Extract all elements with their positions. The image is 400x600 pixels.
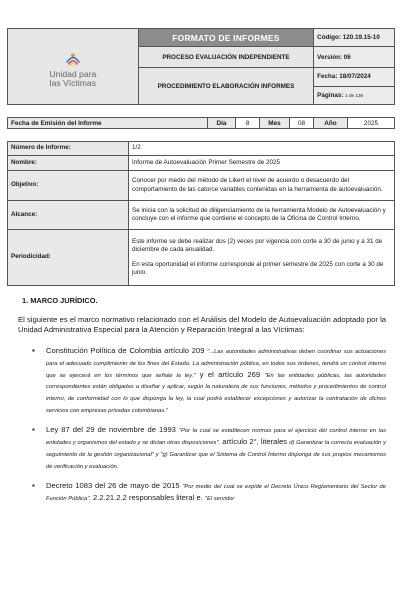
day-value: 8 [236, 118, 260, 129]
bullet-1-quote-a: "...Las autoridades administrativas deben coordinar sus actuaciones para el adecuado cumplimiento de los fines del Estado. La administración pública, en todos sus órdenes, tendrá un control interno que se ejercerá en los términos que señale la ley." [46, 349, 386, 379]
periodicity-value [129, 230, 395, 286]
bullet-3-quote-a: "Por medio del cual se expide el Decreto Único Reglamentario del Sector de Función Pública". [46, 484, 386, 502]
bullet-1-text-b: y el artículo 269 [195, 369, 265, 379]
bullet-2-quote-b: d) Garantizar la correcta evaluación y seguimiento de la gestión organizacional" y "g) Garantizar que el Sistema de Control Interno disponga de sus propios mecanismos de verificación y evaluación. [46, 440, 386, 470]
list-item [32, 346, 386, 416]
scope-value: Se inicia con la solicitud de diligenciamiento de la herramienta Modelo de Autoevaluación y concluye con el informe que contiene el concepto de la Oficina de Control Interno. [129, 201, 395, 230]
bullet-2-quote-a: "Por la cual se establecen normas para el ejercicio del control interno en las entidades y organismos del estado y se dictan otras disposiciones", [46, 428, 387, 447]
org-name: Unidad para las Víctimas [49, 68, 97, 88]
bullet-2-text-a: Ley 87 del 29 de noviembre de 1993 [46, 425, 179, 435]
periodicity-text-1: Este informe se debe realizar dos (2) veces por vigencia con corte a 30 de junio y a 31 de diciembre de cada anualidad. [132, 237, 383, 254]
pages-label: Páginas: [317, 91, 344, 99]
legal-framework-list [32, 346, 386, 504]
bullet-1-quote-b: "En las entidades públicas, las autoridades correspondientes están obligadas a diseñar y aplicar, según la naturaleza de sus funciones, métodos y procedimientos de control interno, de conformidad con lo que disponga la ley, la cual podrá establecer excepciones y autorizar la contratación de dichos servicios con empresas privadas colombianas." [46, 372, 386, 414]
periodicity-text-2: En esta oportunidad el informe corresponde al primer semestre de 2025 con corte a 30 de junio. [132, 260, 384, 276]
bullet-3-text-b: 2.2.21.2.2 responsables literal e. [90, 492, 205, 502]
page-count [314, 86, 395, 105]
bullet-3-text-a: Decreto 1083 del 26 de mayo de 2015 [46, 481, 183, 491]
issue-date-row [7, 117, 395, 129]
list-item [32, 481, 386, 504]
doc-date: Fecha: 18/07/2024 [314, 68, 395, 87]
year-value: 2025 [348, 118, 395, 129]
unidad-victimas-logo-icon [64, 50, 82, 68]
doc-code: Código: 120.19.15-10 [314, 29, 395, 47]
list-item [32, 425, 386, 472]
issue-date-label: Fecha de Emisión del Informe [8, 118, 208, 129]
section-title: 1. MARCO JURÍDICO. [22, 296, 98, 305]
bullet-3-quote-b: "El servidor [204, 495, 235, 502]
report-info-table [7, 141, 395, 286]
pages-value: 1 de 136 [345, 92, 364, 98]
report-number-value: 1/2 [129, 142, 395, 156]
scope-label: Alcance: [8, 201, 129, 230]
document-header [7, 28, 395, 105]
document-body [18, 296, 386, 514]
process-name: PROCESO EVALUACIÓN INDEPENDIENTE [138, 47, 313, 68]
month-value: 08 [290, 118, 314, 129]
report-name-value: Informe de Autoevaluación Primer Semestre de 2025 [129, 156, 395, 171]
doc-version: Versión: 06 [314, 47, 395, 68]
format-title: FORMATO DE INFORMES [138, 29, 313, 47]
procedure-name: PROCEDIMIENTO ELABORACIÓN INFORMES [138, 68, 313, 105]
report-number-label: Número de Informe: [8, 142, 129, 156]
report-name-label: Nombre: [8, 156, 129, 171]
year-label: Año [314, 118, 348, 129]
logo-cell [8, 29, 139, 105]
day-label: Día [208, 118, 236, 129]
intro-paragraph: El siguiente es el marco normativo relacionado con el Análisis del Modelo de Autoevaluación adoptado por la Unidad Administrativa Especial para la Atención y Reparación Integral a las Víctimas: [18, 315, 386, 334]
periodicity-label: Periodicidad: [8, 230, 129, 286]
objective-value: Conocer por medio del método de Likert el nivel de acuerdo o desacuerdo del comportamiento de las catorce variables contenidas en la herramienta de autoevaluación. [129, 171, 395, 201]
objective-label: Objetivo: [8, 171, 129, 201]
month-label: Mes [260, 118, 290, 129]
bullet-1-text-a: Constitución Política de Colombia artículo 209 [46, 346, 208, 356]
bullet-2-text-b: artículo 2°, literales [220, 437, 290, 447]
